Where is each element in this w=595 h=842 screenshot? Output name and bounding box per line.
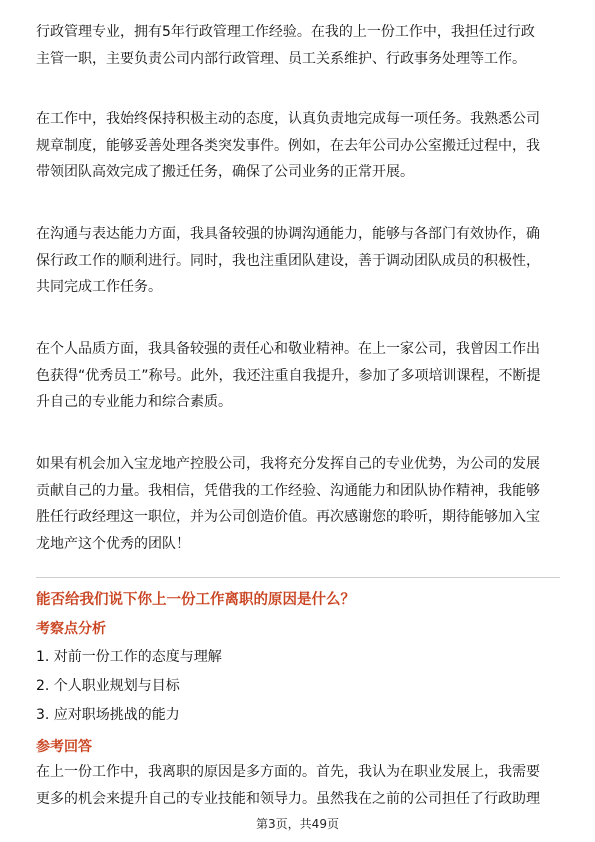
paragraph-personal-quality [36,336,560,416]
answer-title: 参考回答 [36,739,92,755]
section-divider [36,577,560,578]
text-line: 保行政工作的顺利进行。同时，我也注重团队建设，善于调动团队成员的积极性， [36,252,540,269]
text-line: 共同完成工作任务。 [36,279,162,295]
text-line: 龙地产这个优秀的团队！ [36,535,190,552]
text-line: 在个人品质方面，我具备较强的责任心和敬业精神。在上一家公司，我曾因工作出 [36,341,540,357]
text-line: 贡献自己的力量。我相信，凭借我的工作经验、沟通能力和团队协作精神，我能够 [36,482,540,499]
text-line: 升自己的专业能力和综合素质。 [36,394,232,410]
analysis-item: 3. 应对职场挑战的能力 [36,707,180,723]
text-line: 规章制度，能够妥善处理各类突发事件。例如，在去年公司办公室搬迁过程中，我 [36,137,540,154]
text-line: 主管一职，主要负责公司内部行政管理、员工关系维护、行政事务处理等工作。 [36,50,526,67]
paragraph-background [36,19,560,72]
text-line: 色获得“优秀员工”称号。此外，我还注重自我提升，参加了多项培训课程，不断提 [36,367,541,384]
analysis-item: 2. 个人职业规划与目标 [36,678,180,694]
analysis-title: 考察点分析 [36,621,106,637]
text-line: 如果有机会加入宝龙地产控股公司，我将充分发挥自己的专业优势，为公司的发展 [36,456,540,472]
text-line: 在上一份工作中，我离职的原因是多方面的。首先，我认为在职业发展上，我需要 [36,764,540,780]
analysis-item: 1. 对前一份工作的态度与理解 [36,649,222,665]
answer-paragraph [36,759,560,812]
text-line: 更多的机会来提升自己的专业技能和领导力。虽然我在之前的公司担任了行政助理 [36,790,540,807]
text-line: 在工作中，我始终保持积极主动的态度，认真负责地完成每一项任务。我熟悉公司 [36,111,540,127]
text-line: 胜任行政经理这一职位，并为公司创造价值。再次感谢您的聆听，期待能够加入宝 [36,509,540,525]
paragraph-work-attitude [36,106,560,186]
text-line: 在沟通与表达能力方面，我具备较强的协调沟通能力，能够与各部门有效协作，确 [36,226,540,242]
text-line: 行政管理专业，拥有5年行政管理工作经验。在我的上一份工作中，我担任过行政 [36,24,535,40]
text-line: 带领团队高效完成了搬迁任务，确保了公司业务的正常开展。 [36,164,414,180]
question-heading: 能否给我们说下你上一份工作离职的原因是什么？ [36,592,355,608]
paragraph-communication [36,221,560,301]
paragraph-closing [36,451,560,557]
page-footer: 第3页，共49页 [256,817,339,831]
